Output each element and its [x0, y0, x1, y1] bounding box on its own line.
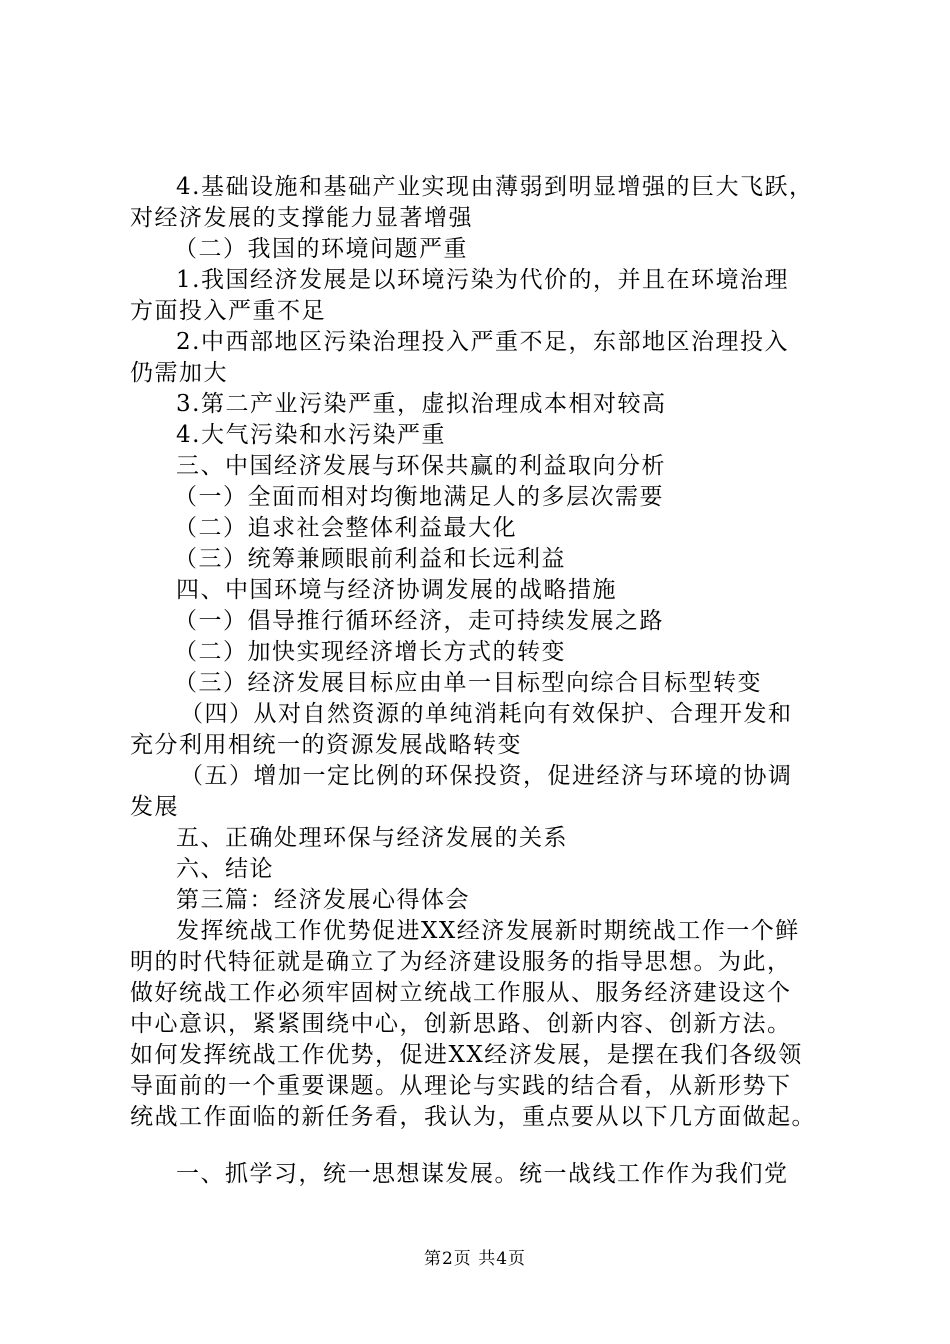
text-line: 仍需加大: [130, 360, 228, 386]
text-line: 明的时代特征就是确立了为经济建设服务的指导思想。为此，: [130, 949, 792, 975]
text-line: 1.我国经济发展是以环境污染为代价的，并且在环境治理: [176, 267, 789, 293]
text-line: （二）我国的环境问题严重: [174, 236, 468, 262]
text-line: 方面投入严重不足: [130, 298, 326, 324]
document-body: [130, 172, 855, 1190]
text-line: 2.中西部地区污染治理投入严重不足，东部地区治理投入: [176, 329, 789, 355]
text-line: 发挥统战工作优势促进XX经济发展新时期统战工作一个鲜: [176, 918, 800, 944]
page-footer: 第2页 共4页: [423, 1249, 527, 1269]
text-line: 发展: [130, 794, 179, 820]
text-line: （一）倡导推行循环经济，走可持续发展之路: [174, 608, 664, 634]
section-heading: 三、中国经济发展与环保共赢的利益取向分析: [176, 453, 666, 479]
text-line: （一）全面而相对均衡地满足人的多层次需要: [174, 484, 664, 510]
paragraph-gap: [130, 1133, 855, 1159]
text-line: 一、抓学习，统一思想谋发展。统一战线工作作为我们党: [176, 1161, 789, 1187]
text-line: 4.基础设施和基础产业实现由薄弱到明显增强的巨大飞跃，: [176, 174, 814, 200]
text-line: 中心意识，紧紧围绕中心，创新思路、创新内容、创新方法。: [130, 1011, 792, 1037]
text-line: 统战工作面临的新任务看，我认为，重点要从以下几方面做起。: [130, 1104, 816, 1130]
text-line: 做好统战工作必须牢固树立统战工作服从、服务经济建设这个: [130, 980, 792, 1006]
text-line: （二）加快实现经济增长方式的转变: [174, 639, 566, 665]
text-line: （二）追求社会整体利益最大化: [174, 515, 517, 541]
section-heading: 六、结论: [176, 856, 274, 882]
text-line: 充分利用相统一的资源发展战略转变: [130, 732, 522, 758]
text-line: （四）从对自然资源的单纯消耗向有效保护、合理开发和: [180, 701, 793, 727]
text-line: 如何发挥统战工作优势，促进XX经济发展，是摆在我们各级领: [130, 1042, 803, 1068]
section-heading: 四、中国环境与经济协调发展的战略措施: [176, 577, 617, 603]
text-line: 导面前的一个重要课题。从理论与实践的结合看，从新形势下: [130, 1073, 792, 1099]
text-line: 4.大气污染和水污染严重: [176, 422, 446, 448]
text-line: （三）经济发展目标应由单一目标型向综合目标型转变: [174, 670, 762, 696]
article-title: 第三篇：经济发展心得体会: [176, 887, 470, 913]
text-line: （五）增加一定比例的环保投资，促进经济与环境的协调: [180, 763, 793, 789]
section-heading: 五、正确处理环保与经济发展的关系: [176, 825, 568, 851]
text-line: 3.第二产业污染严重，虚拟治理成本相对较高: [176, 391, 667, 417]
text-line: （三）统筹兼顾眼前利益和长远利益: [174, 546, 566, 572]
text-line: 对经济发展的支撑能力显著增强: [130, 205, 473, 231]
